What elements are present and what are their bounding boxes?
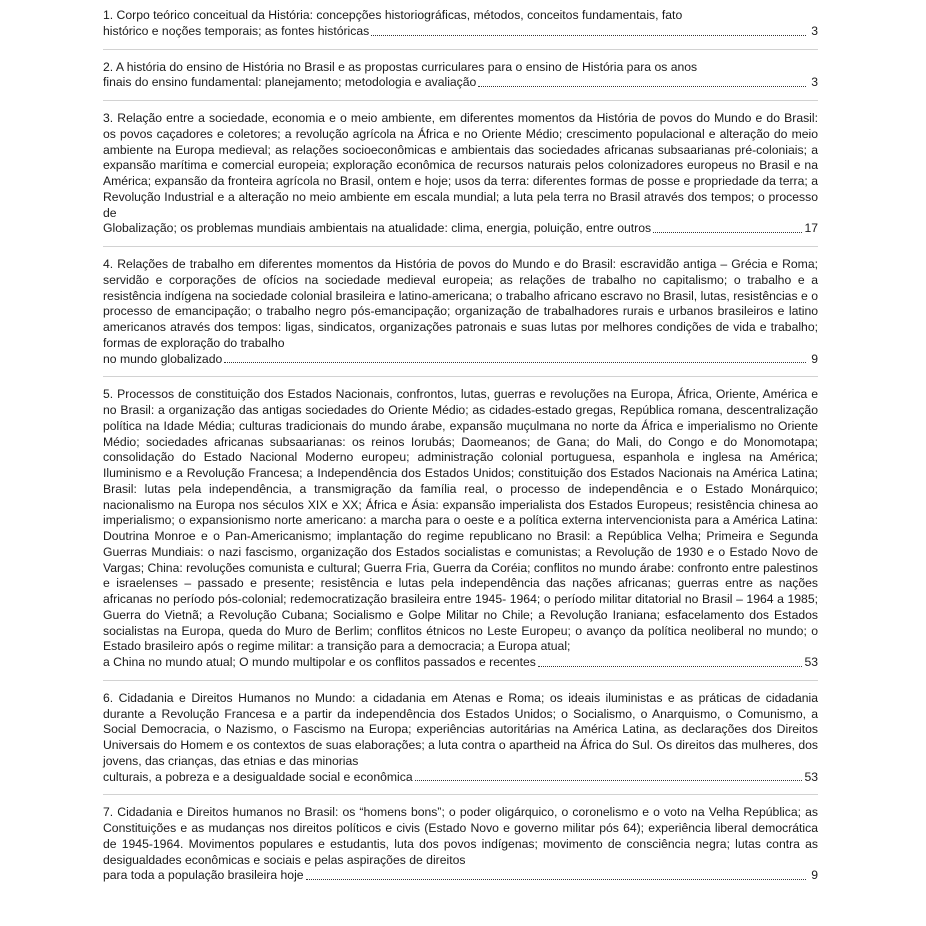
toc-entry-1[interactable] [103, 6, 818, 50]
page-number: 17 [804, 221, 818, 236]
page-number: 53 [804, 769, 818, 784]
dot-leader [478, 86, 806, 87]
toc-entry-text: 5. Processos de constituição dos Estados Nacionais, confrontos, lutas, guerras e revoluções na Europa, África, Oriente, América e no Brasil: a organização das antigas sociedades do Oriente Médio; as cidades-estado gregas, República romana, descentralização política na Idade Média; culturas tradicionais do mundo árabe, expansão muçulmana no norte da África e imperialismo no Oriente Médio; sociedades africanas subsaarianas: os reinos Iorubás; Daomeanos; de Gana; do Mali, do Congo e do Monomotapa; consolidação do Estado Nacional Moderno europeu; administração colonial portuguesa, espanhola e inglesa na América; Iluminismo e a Revolução Francesa; a Independência dos Estados Unidos; constituição dos Estados Nacionais na América Latina; Brasil: lutas pela independência, a transmigração da família real, o processo de independência e o Estado Monárquico; nacionalismo na Europa nos séculos XIX e XX; África e Ásia: expansão imperialista dos Estados Europeus; resistência chinesa ao imperialismo; o expansionismo norte americano: a marcha para o oeste e a política externa intervencionista para a América Latina: Doutrina Monroe e o Pan-Americanismo; implantação do regime republicano no Brasil: a República Velha; Primeira e Segunda Guerras Mundiais: o nazi fascismo, organização dos Estados socialistas e comunistas; a Revolução de 1930 e o Estado Novo de Vargas; China: revoluções comunista e cultural; Guerra Fria, Guerra da Coréia; conflitos no mundo árabe: confronto entre palestinos e israelenses – passado e presente; resistência e lutas pela independência das nações africanas; guerras entre as nações africanas no período pós-colonial; redemocratização brasileira entre 1945- 1964; o período militar ditatorial no Brasil – 1964 a 1985; Guerra do Vietnã; a Revolução Cubana; Socialismo e Golpe Militar no Chile; a Revolução Iraniana; esfacelamento dos Estados socialistas na Europa, queda do Muro de Berlim; conflitos étnicos no Leste Europeu; o avanço da política neoliberal no mundo; o Estado brasileiro após o regime militar: a transição para a democracia; a Europa atual; [103, 387, 818, 654]
toc-entry-tail: a China no mundo atual; O mundo multipolar e os conflitos passados e recentes [103, 655, 536, 669]
page-number: 3 [811, 23, 818, 38]
dot-leader [224, 362, 806, 363]
toc-entry-2[interactable] [103, 58, 818, 102]
toc-entry-text: 6. Cidadania e Direitos Humanos no Mundo: a cidadania em Atenas e Roma; os ideais iluministas e as práticas de cidadania durante a Revolução Francesa e a partir da independência dos Estados Unidos; o Socialismo, o Anarquismo, o Comunismo, a Social Democracia, o Nazismo, o Fascismo na Europa; experiências autoritárias na América Latina, as declarações dos Direitos Universais do Homem e os contextos de suas elaborações; a luta contra o apartheid na África do Sul. Os direitos das mulheres, dos jovens, das crianças, das etnias e das minorias [103, 690, 818, 768]
toc-entry-tail: finais do ensino fundamental: planejamento; metodologia e avaliação [103, 75, 477, 90]
toc-entry-last-line [103, 24, 818, 40]
dot-leader [415, 780, 803, 781]
dot-leader [538, 666, 803, 667]
toc-entry-text: 2. A história do ensino de História no Brasil e as propostas curriculares para o ensino de História para os anos [103, 59, 698, 74]
dot-leader [653, 232, 802, 233]
toc-entry-6[interactable] [103, 689, 818, 796]
page-number: 9 [811, 868, 818, 883]
page-number: 53 [804, 655, 818, 669]
toc-entry-last-line [103, 868, 818, 884]
toc-entry-tail: Globalização; os problemas mundiais ambientais na atualidade: clima, energia, poluição, entre outros [103, 221, 652, 236]
toc-entry-7[interactable] [103, 803, 818, 893]
toc-entry-text: 3. Relação entre a sociedade, economia e o meio ambiente, em diferentes momentos da História de povos do Mundo e do Brasil: os povos caçadores e coletores; a revolução agrícola na África e no Oriente Médio; crescimento populacional e alteração do meio ambiente na Europa medieval; as relações socioeconômicas e ambientais das sociedades africanas subsaarianas pré-coloniais; a expansão marítima e comercial europeia; exploração econômica de recursos naturais pelos colonizadores europeus no Brasil e na América; expansão da fronteira agrícola no Brasil, ontem e hoje; usos da terra: diferentes formas de posse e propriedade da terra; a Revolução Industrial e a alteração no meio ambiente em escala mundial; a luta pela terra no Brasil através dos tempos; o processo de [103, 111, 818, 220]
toc-entry-tail: no mundo globalizado [103, 351, 223, 366]
toc-entry-tail: histórico e noções temporais; as fontes históricas [103, 23, 370, 38]
dot-leader [371, 35, 806, 36]
page-number: 9 [811, 351, 818, 366]
toc-entry-text: 1. Corpo teórico conceitual da História: concepções historiográficas, métodos, conceitos fundamentais, fato [103, 8, 683, 22]
toc-entry-last-line [103, 352, 818, 368]
toc-entry-last-line [103, 221, 818, 237]
toc-entry-4[interactable] [103, 255, 818, 377]
toc-entry-last-line [103, 75, 818, 91]
toc-entry-5[interactable] [103, 385, 818, 681]
toc-entry-last-line [103, 770, 818, 786]
toc-entry-text: 4. Relações de trabalho em diferentes momentos da História de povos do Mundo e do Brasil: escravidão antiga – Grécia e Roma; servidão e corporações de ofícios na sociedade medieval europeia; as relações de trabalho no capitalismo; o trabalho e a resistência indígena na sociedade colonial brasileira e latino-americana; o trabalho africano escravo no Brasil, lutas, resistências e o processo de emancipação; o trabalho negro pós-emancipação; organização de trabalhadores rurais e urbanos brasileiros e latino americanos através dos tempos: ligas, sindicatos, organizações patronais e suas lutas por melhores condições de vida e trabalho; formas de exploração do trabalho [103, 257, 818, 350]
toc-entry-tail: para toda a população brasileira hoje [103, 868, 304, 883]
toc-entry-text: 7. Cidadania e Direitos humanos no Brasil: os “homens bons”; o poder oligárquico, o coronelismo e o voto na Velha República; as Constituições e as mudanças nos direitos políticos e civis (Estado Novo e governo militar pós 64); experiência liberal democrática de 1945-1964. Movimentos populares e estudantis, luta dos povos indígenas; movimento de consciência negra; lutas contra as desigualdades econômicas e sociais e pelas aspirações de direitos [103, 805, 818, 867]
dot-leader [306, 879, 806, 880]
toc-entry-last-line [103, 655, 818, 671]
toc-entry-tail: culturais, a pobreza e a desigualdade social e econômica [103, 769, 413, 784]
page-number: 3 [811, 75, 818, 90]
toc-entry-3[interactable] [103, 109, 818, 247]
